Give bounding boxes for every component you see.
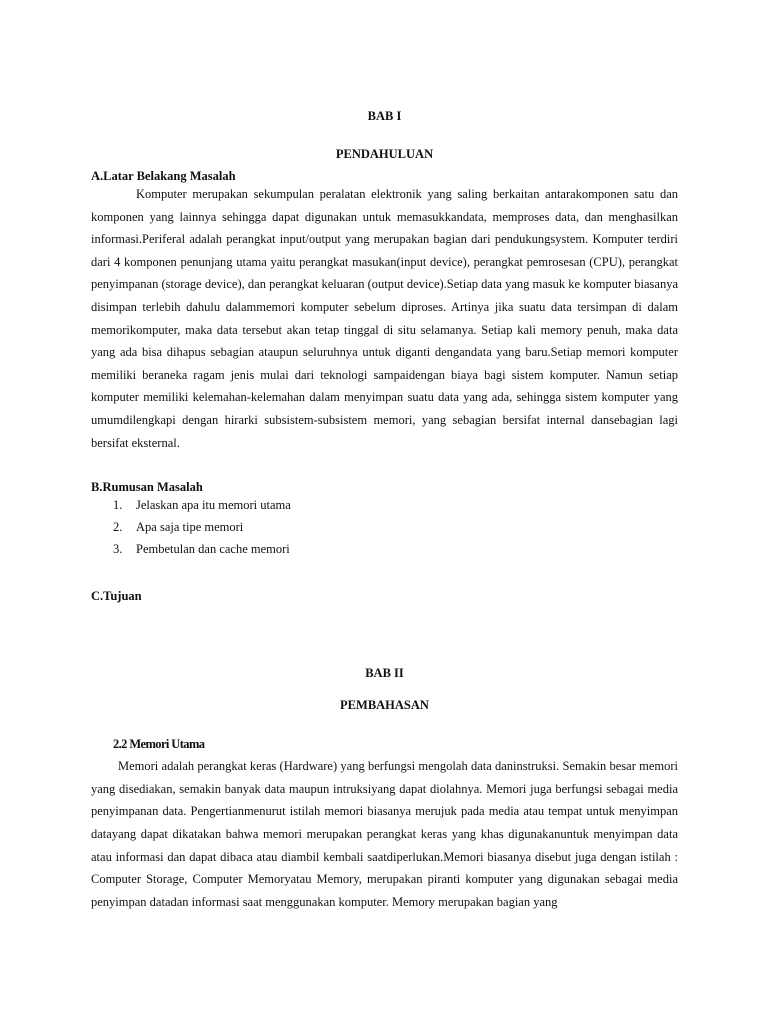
document-content xyxy=(91,108,678,913)
list-item-text: Pembetulan dan cache memori xyxy=(136,542,290,557)
section-a-heading: A.Latar Belakang Masalah xyxy=(91,169,236,183)
section-b-heading: B.Rumusan Masalah xyxy=(91,480,203,495)
section-2-2-paragraph: Memori adalah perangkat keras (Hardware) yang berfungsi mengolah data daninstruksi. Semakin besar memori yang disediakan, semakin banyak data maupun intruksiyang dapat diolahnya. Memori juga berfungsi sebagai media penyimpanan data. Pengertianmenurut istilah memori biasanya merujuk pada media atau tempat untuk menyimpan datayang dapat dikatakan bahwa memori merupakan perangkat keras yang khas digunakanuntuk menyimpan data atau informasi dan dapat dibaca atau diambil kembali saatdiperlukan.Memori biasanya disebut juga dengan istilah : Computer Storage, Computer Memoryatau Memory, merupakan piranti komputer yang digunakan sebagai media penyimpan datadan informasi saat menggunakan komputer. Memory merupakan bagian yang xyxy=(91,759,678,909)
list-item xyxy=(91,494,678,516)
list-item-text: Jelaskan apa itu memori utama xyxy=(136,498,291,513)
list-item-number: 3. xyxy=(113,542,123,557)
bab2-subtitle: PEMBAHASAN xyxy=(340,698,429,713)
bab2-title: BAB II xyxy=(365,666,404,681)
section-c-heading: C.Tujuan xyxy=(91,589,142,604)
bab1-title: BAB I xyxy=(367,109,402,123)
section-a-paragraph: Komputer merupakan sekumpulan peralatan elektronik yang saling berkaitan antarakomponen satu dan komponen yang lainnya sehingga dapat digunakan untuk memasukkandata, memproses data, dan menghasilkan informasi.Periferal adalah perangkat input/output yang merupakan bagian dari pendukungsystem. Komputer terdiri dari 4 komponen penunjang utama yaitu perangkat masukan(input device), perangkat pemrosesan (CPU), perangkat penyimpanan (storage device), dan perangkat keluaran (output device).Setiap data yang masuk ke komputer biasanya disimpan terlebih dahulu dalammemori komputer sebelum diproses. Artinya jika suatu data tersimpan di dalam memorikomputer, maka data tersebut akan tetap tinggal di situ selamanya. Setiap kali memory penuh, maka data yang ada bisa dihapus sebagian ataupun seluruhnya untuk diganti dengandata yang baru.Setiap memori komputer memiliki beraneka ragam jenis mulai dari teknologi sampaidengan biaya bagi sistem komputer. Namun setiap komputer memiliki kelemahan-kelemahan dalam menyimpan suatu data yang ada, sehingga sistem komputer yang umumdilengkapi dengan hirarki subsistem-subsistem memori, yang sebagian bersifat internal dansebagian lagi bersifat eksternal. xyxy=(91,187,678,450)
list-item-text: Apa saja tipe memori xyxy=(136,520,244,535)
list-item-number: 2. xyxy=(113,520,123,535)
section-2-2-heading: 2.2 Memori Utama xyxy=(113,737,205,752)
list-item xyxy=(91,538,678,560)
list-item xyxy=(91,516,678,538)
problem-list xyxy=(91,494,678,560)
bab1-subtitle: PENDAHULUAN xyxy=(335,147,434,161)
list-item-number: 1. xyxy=(113,498,123,513)
